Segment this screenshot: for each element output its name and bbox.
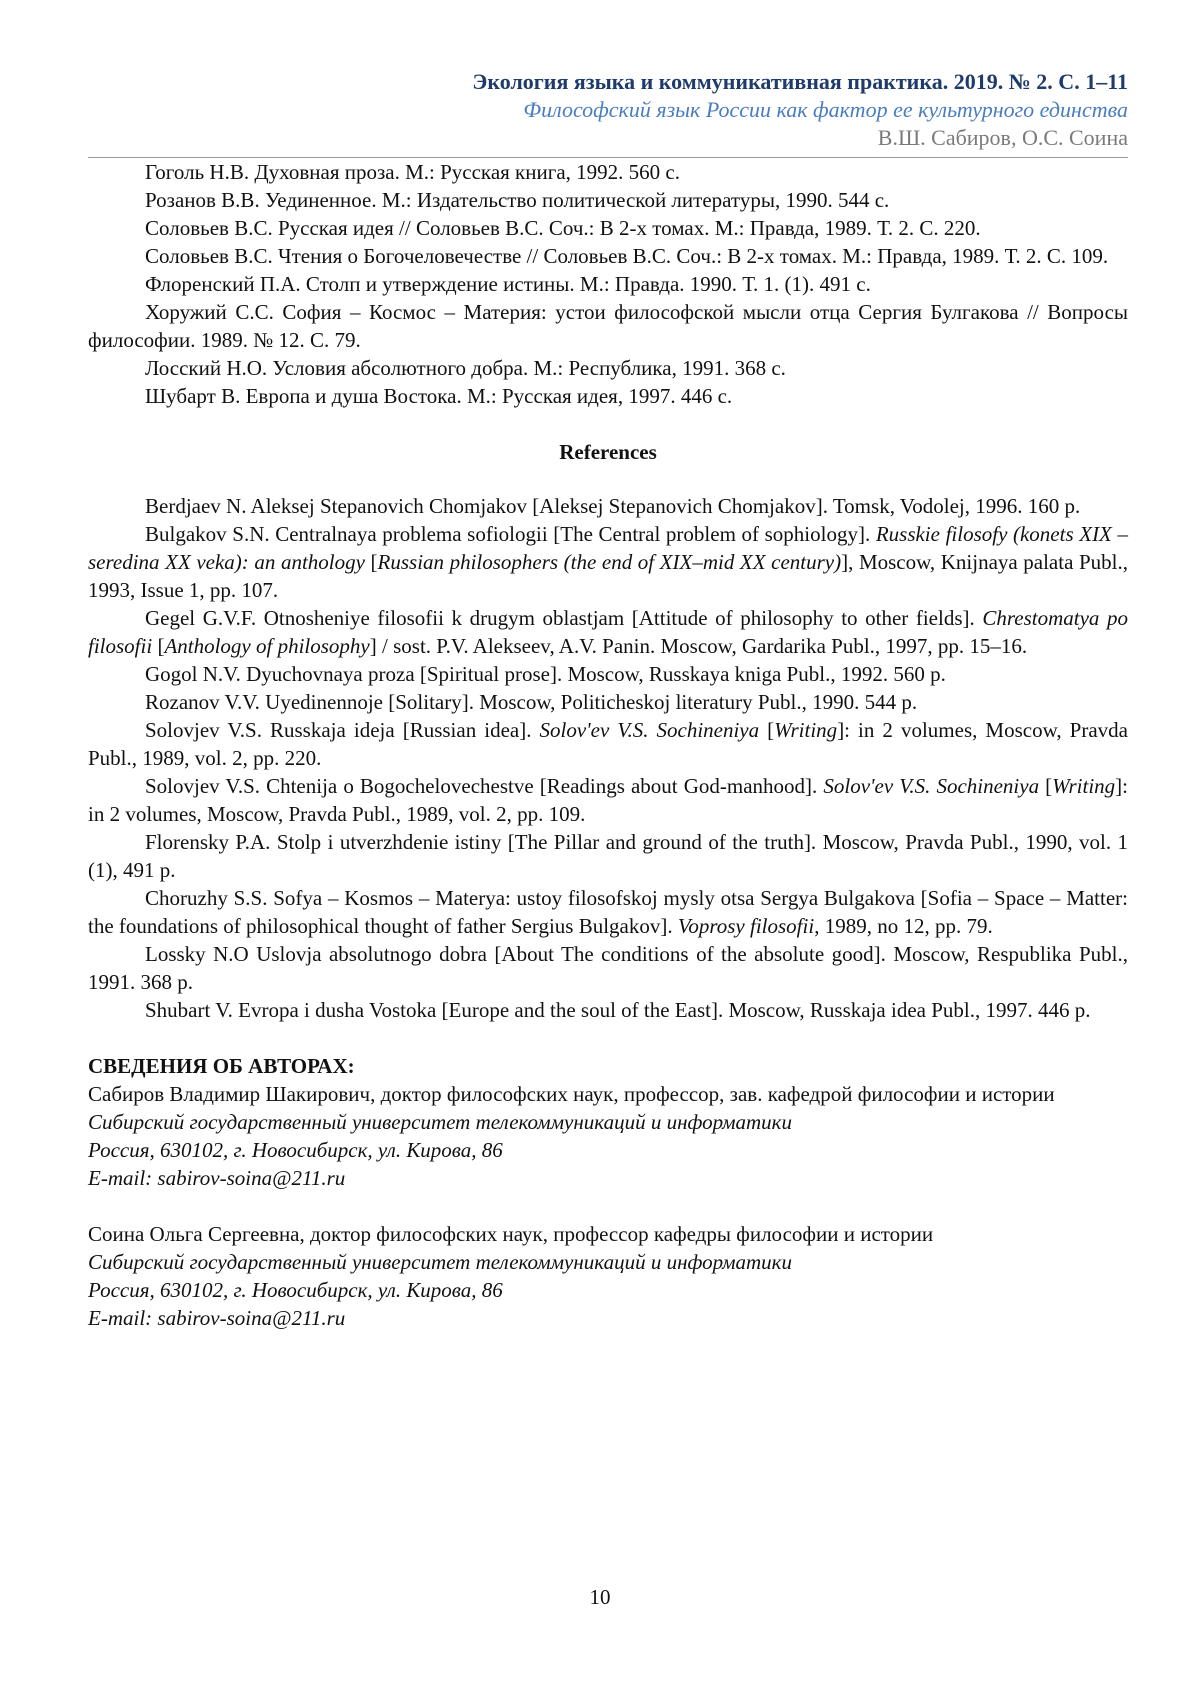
reference-text: ]: in 2 volumes, Moscow, Pravda Publ., 1989, vol. 2, pp. 109. <box>88 774 1128 826</box>
reference-entry: Шубарт В. Европа и душа Востока. М.: Русская идея, 1997. 446 с. <box>145 384 733 408</box>
spacer <box>88 1192 1128 1220</box>
reference-source-translation: Russian philosophers (the end of XIX–mid XX century) <box>377 550 842 574</box>
reference-source-translation: Writing <box>774 718 838 742</box>
english-reference-list <box>88 492 1128 1024</box>
reference-source-translation: Writing <box>1052 774 1116 798</box>
author-email: E-mail: sabirov-soina@211.ru <box>88 1166 346 1190</box>
reference-text: Lossky N.O Uslovja absolutnogo dobra [About The conditions of the absolute good]. Moscow, Respublika Publ., 1991. 368 p. <box>88 942 1128 994</box>
reference-text: Gogol N.V. Dyuchovnaya proza [Spiritual prose]. Moscow, Russkaya kniga Publ., 1992. 560 p. <box>145 662 946 686</box>
reference-entry: Гоголь Н.В. Духовная проза. М.: Русская книга, 1992. 560 с. <box>145 160 680 184</box>
reference-text: Shubart V. Evropa i dusha Vostoka [Europe and the soul of the East]. Moscow, Russkaja idea Publ., 1997. 446 p. <box>145 998 1091 1022</box>
page-number: 10 <box>589 1585 611 1609</box>
author-info <box>88 1080 1128 1192</box>
references-heading: References <box>559 440 657 464</box>
reference-entry <box>88 604 1128 660</box>
author-address: Россия, 630102, г. Новосибирск, ул. Кирова, 86 <box>88 1278 503 1302</box>
reference-entry <box>88 940 1128 996</box>
author-affiliation: Сибирский государственный университет телекоммуникаций и информатики <box>88 1250 792 1274</box>
journal-citation: Экология языка и коммуникативная практика. 2019. № 2. С. 1–11 <box>472 69 1128 94</box>
reference-source-title: Russkie filosofy (konets XIX – seredina XX veka): an anthology <box>88 522 1128 574</box>
reference-entry: Розанов В.В. Уединенное. М.: Издательство политической литературы, 1990. 544 с. <box>145 188 890 212</box>
author-affiliation: Сибирский государственный университет телекоммуникаций и информатики <box>88 1110 792 1134</box>
reference-entry: Хоружий С.С. София – Космос – Материя: устои философской мысли отца Сергия Булгакова // Вопросы философии. 1989. № 12. С. 79. <box>88 300 1128 352</box>
reference-text: Gegel G.V.F. Otnosheniye filosofii k drugym oblastjam [Attitude of philosophy to other fields]. <box>145 606 983 630</box>
reference-entry <box>88 716 1128 772</box>
reference-entry: Флоренский П.А. Столп и утверждение истины. М.: Правда. 1990. Т. 1. (1). 491 с. <box>145 272 871 296</box>
reference-source-title: Solov'ev V.S. Sochineniya <box>539 718 760 742</box>
article-title: Философский язык России как фактор ее культурного единства <box>523 97 1128 122</box>
reference-text: Florensky P.A. Stolp i utverzhdenie istiny [The Pillar and ground of the truth]. Moscow, Pravda Publ., 1990, vol. 1 (1), 491 p. <box>88 830 1128 882</box>
reference-text: ]: in 2 volumes, Moscow, Pravda Publ., 1989, vol. 2, pp. 220. <box>88 718 1128 770</box>
reference-entry: Соловьев В.С. Русская идея // Соловьев В.С. Соч.: В 2-х томах. М.: Правда, 1989. Т. 2. С. 220. <box>145 216 981 240</box>
reference-entry <box>88 660 1128 688</box>
author-address: Россия, 630102, г. Новосибирск, ул. Кирова, 86 <box>88 1138 503 1162</box>
reference-entry <box>88 772 1128 828</box>
reference-text: [ <box>1039 774 1053 798</box>
reference-source-title: Chrestomatya po filosofii <box>88 606 1128 658</box>
reference-text: [ <box>759 718 775 742</box>
reference-entry <box>88 996 1128 1024</box>
reference-text: , 1989, no 12, pp. 79. <box>814 914 993 938</box>
article-authors: В.Ш. Сабиров, О.С. Соина <box>877 125 1128 150</box>
author-name: Соина Ольга Сергеевна, доктор философских наук, профессор кафедры философии и истории <box>88 1222 934 1246</box>
reference-text: [ <box>364 550 378 574</box>
reference-source-translation: Anthology of philosophy <box>164 634 370 658</box>
reference-entry <box>88 688 1128 716</box>
reference-text: ] / sost. P.V. Alekseev, A.V. Panin. Moscow, Gardarika Publ., 1997, pp. 15–16. <box>369 634 1028 658</box>
reference-text: Rozanov V.V. Uyedinennoje [Solitary]. Moscow, Politicheskoj literatury Publ., 1990. 544 p. <box>145 690 918 714</box>
running-header <box>88 68 1128 152</box>
reference-entry: Лосский Н.О. Условия абсолютного добра. М.: Республика, 1991. 368 с. <box>145 356 786 380</box>
reference-text: [ <box>152 634 165 658</box>
reference-entry <box>88 492 1128 520</box>
reference-text: Solovjev V.S. Chtenija o Bogochelovechestve [Readings about God-manhood]. <box>145 774 824 798</box>
reference-source-title: Solov'ev V.S. Sochineniya <box>823 774 1040 798</box>
reference-text: ], Moscow, Knijnaya palata Publ., 1993, Issue 1, pp. 107. <box>88 550 1128 602</box>
reference-entry <box>88 828 1128 884</box>
page-body <box>88 158 1128 1332</box>
author-name: Сабиров Владимир Шакирович, доктор философских наук, профессор, зав. кафедрой философии и истории <box>88 1082 1055 1106</box>
author-info <box>88 1220 1128 1332</box>
reference-source-title: Voprosy filosofii <box>677 914 815 938</box>
reference-entry <box>88 520 1128 604</box>
author-email: E-mail: sabirov-soina@211.ru <box>88 1306 346 1330</box>
reference-text: Berdjaev N. Aleksej Stepanovich Chomjakov [Aleksej Stepanovich Chomjakov]. Tomsk, Vodolej, 1996. 160 p. <box>145 494 1081 518</box>
reference-text: Choruzhy S.S. Sofya – Kosmos – Materya: ustoy filosofskoj mysly otsa Sergya Bulgakova [Sofia – Space – Matter: the foundations of philosophical thought of father Sergius Bulgakov]. <box>88 886 1128 938</box>
reference-entry: Соловьев В.С. Чтения о Богочеловечестве // Соловьев В.С. Соч.: В 2-х томах. М.: Правда, 1989. Т. 2. С. 109. <box>145 244 1109 268</box>
reference-text: Bulgakov S.N. Centralnaya problema sofiologii [The Central problem of sophiology]. <box>145 522 876 546</box>
authors-heading: СВЕДЕНИЯ ОБ АВТОРАХ: <box>88 1054 355 1078</box>
reference-text: Solovjev V.S. Russkaja ideja [Russian idea]. <box>145 718 540 742</box>
russian-reference-list <box>88 158 1128 410</box>
reference-entry <box>88 884 1128 940</box>
